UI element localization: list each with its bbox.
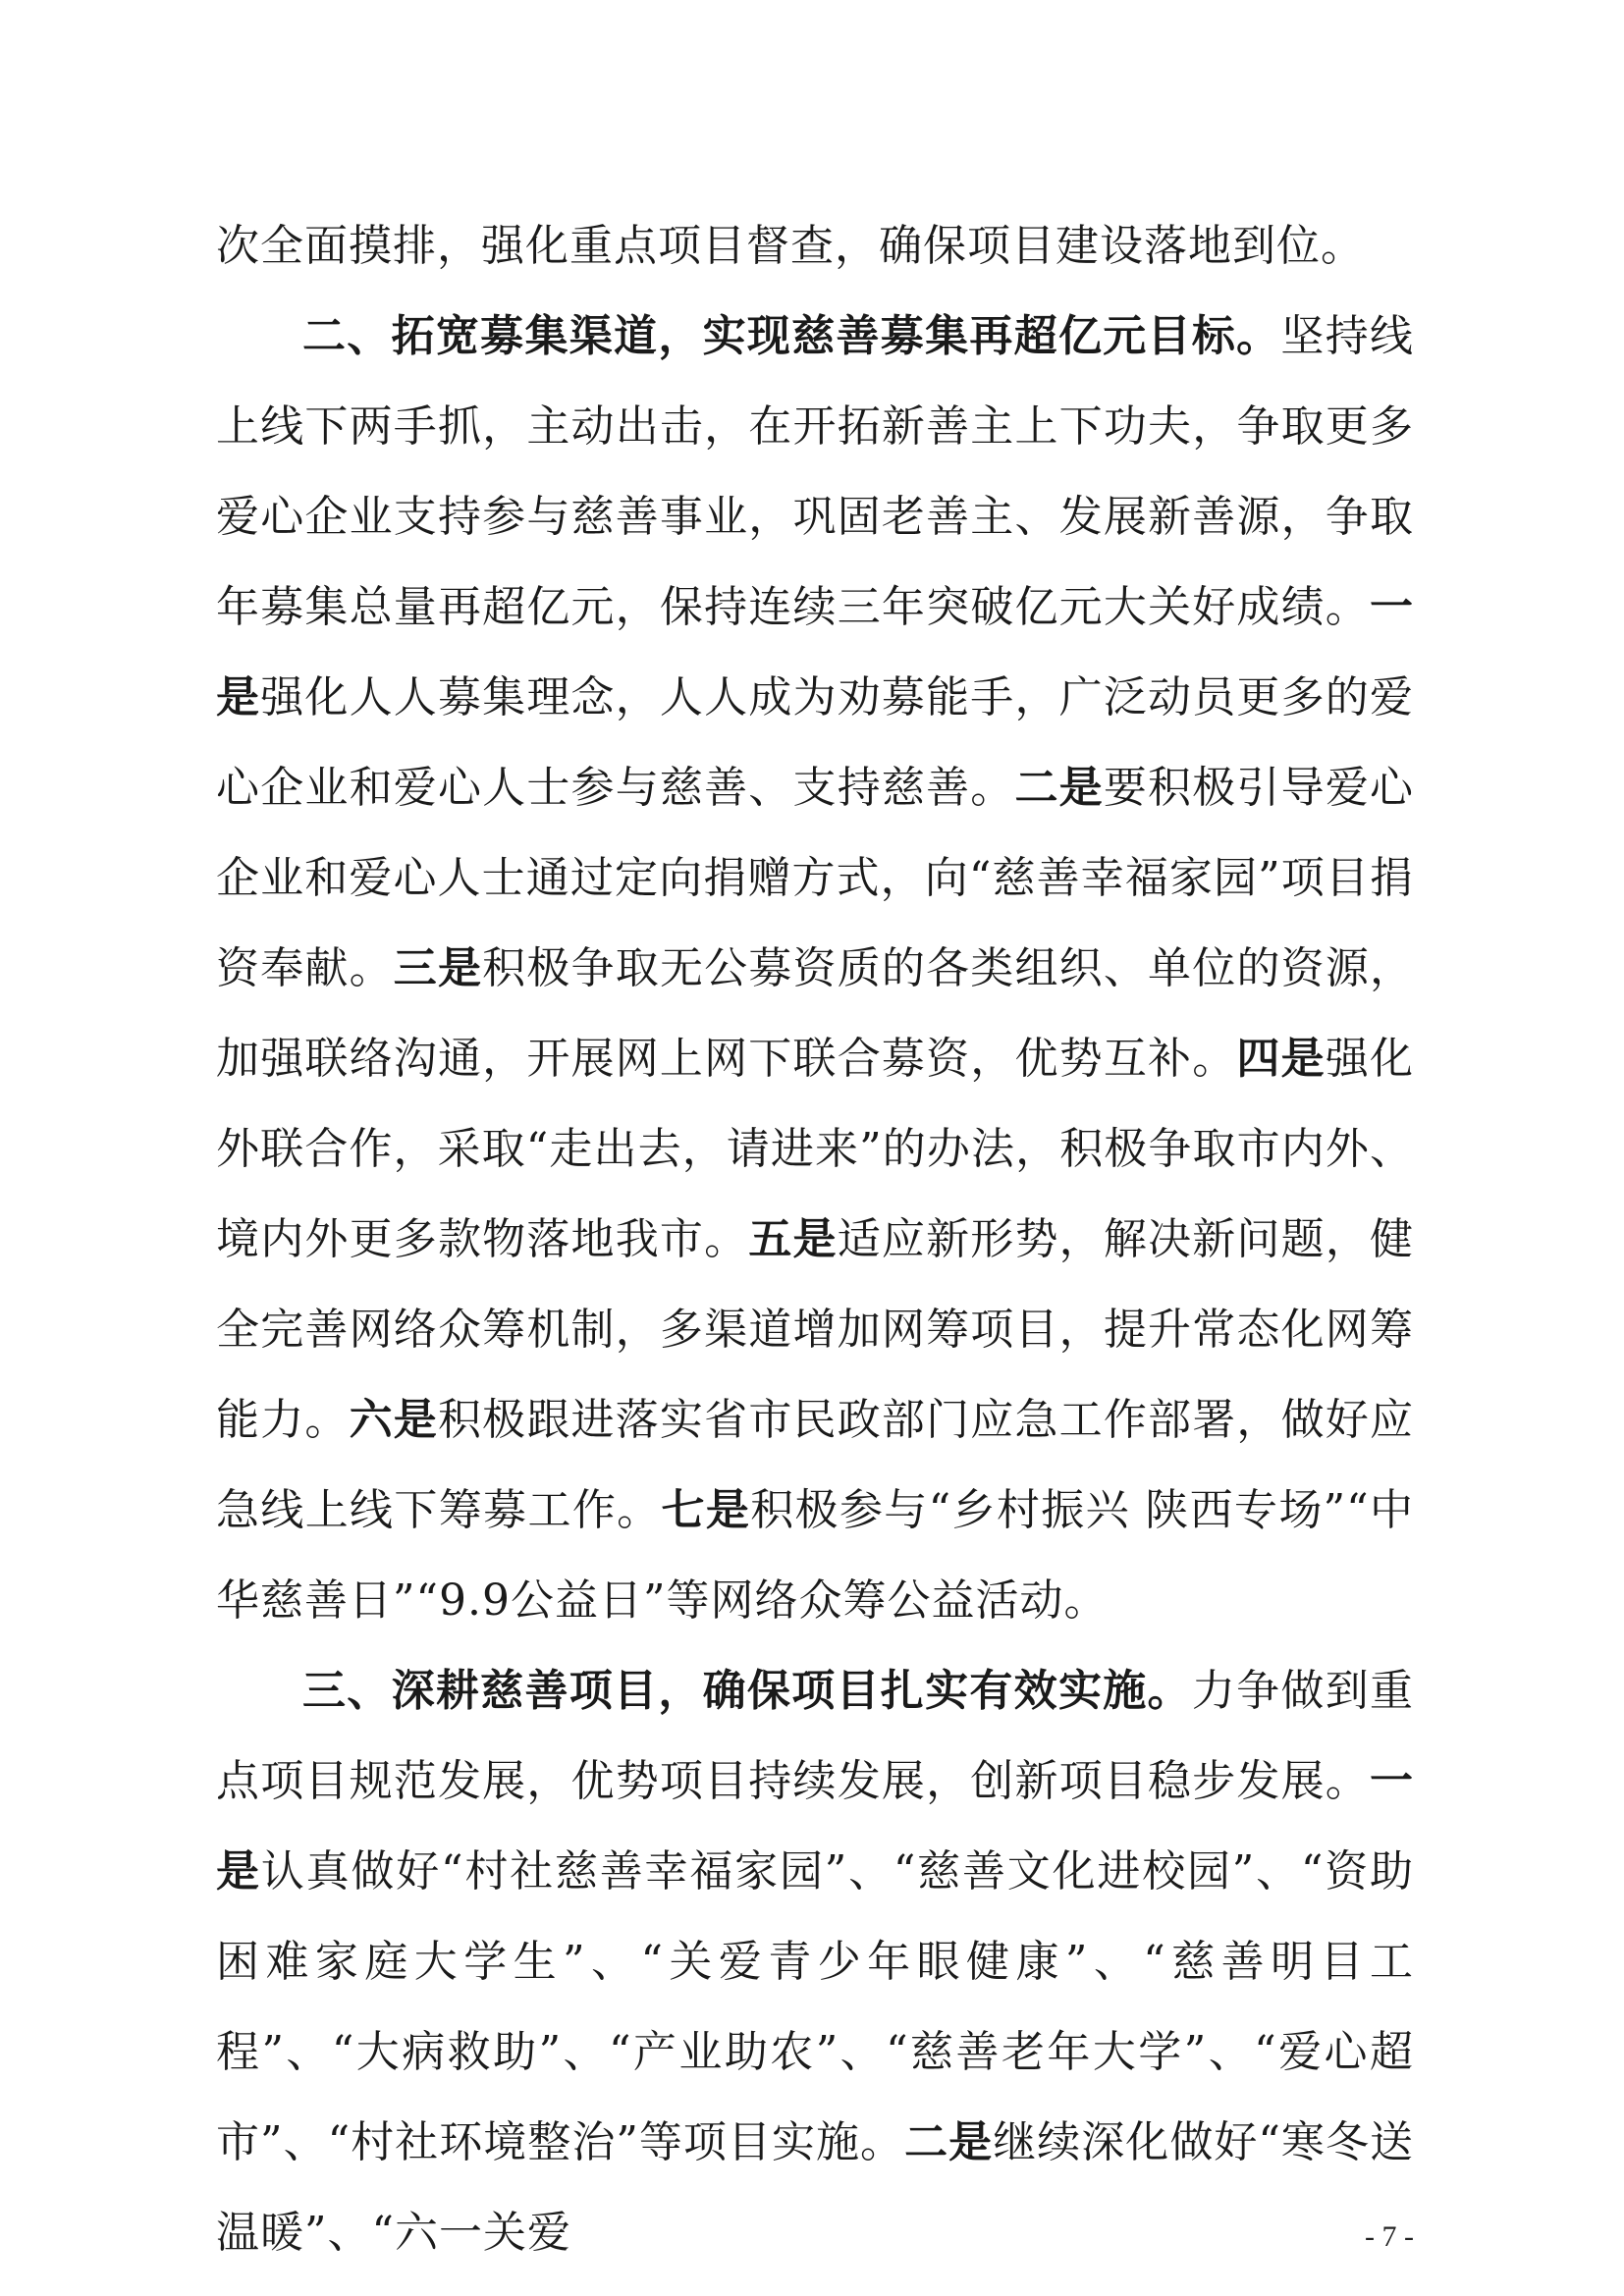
section-heading: 三、深耕慈善项目，确保项目扎实有效实施。	[302, 1666, 1192, 1716]
text-run: 要积极引导爱心企业和爱心人士通过定向捐赠方式，向“慈善幸福家园”项目捐资奉献。	[216, 763, 1415, 993]
ordinal-marker: 四是	[1236, 1034, 1326, 1084]
text-run: 继续深化做好“寒冬送温暖”、“六一关爱	[216, 2117, 1415, 2258]
page-number: - 7 -	[1365, 2220, 1414, 2253]
ordinal-marker: 七是	[661, 1485, 751, 1535]
document-body	[216, 201, 1414, 2278]
ordinal-marker: 一是	[216, 582, 1414, 722]
paragraph-section-two	[216, 292, 1414, 1646]
paragraph-continuation	[216, 201, 1414, 292]
text-run: 坚持线上线下两手抓，主动出击，在开拓新善主上下功夫，争取更多爱心企业支持参与慈善事业，巩固老善主、发展新善源，争取年募集总量再超亿元，保持连续三年突破亿元大关好成绩。	[216, 311, 1415, 632]
text-run: 认真做好“村社慈善幸福家园”、“慈善文化进校园”、“资助困难家庭大学生”、“关爱青少年眼健康”、“慈善明目工程”、“大病救助”、“产业助农”、“慈善老年大学”、“爱心超市”、“村社环境整治”等项目实施。	[216, 1846, 1415, 2167]
text-run: 适应新形势，解决新问题，健全完善网络众筹机制，多渠道增加网筹项目，提升常态化网筹能力。	[216, 1214, 1415, 1445]
section-heading: 二、拓宽募集渠道，实现慈善募集再超亿元目标。	[302, 311, 1281, 361]
text-run: 积极争取无公募资质的各类组织、单位的资源，加强联络沟通，开展网上网下联合募资，优势互补。	[216, 943, 1415, 1084]
ordinal-marker: 二是	[1014, 763, 1104, 813]
text-run: 积极参与“乡村振兴 陕西专场”“中华慈善日”“9.9公益日”等网络众筹公益活动。	[216, 1485, 1415, 1626]
ordinal-marker: 五是	[748, 1214, 838, 1264]
text-run: 强化外联合作，采取“走出去，请进来”的办法，积极争取市内外、境内外更多款物落地我市。	[216, 1034, 1415, 1264]
text-run: 强化人人募集理念，人人成为劝募能手，广泛动员更多的爱心企业和爱心人士参与慈善、支持慈善。	[216, 672, 1415, 813]
ordinal-marker: 一是	[216, 1756, 1414, 1896]
ordinal-marker: 六是	[349, 1395, 438, 1445]
ordinal-marker: 三是	[393, 943, 483, 993]
text-run: 力争做到重点项目规范发展，优势项目持续发展，创新项目稳步发展。	[216, 1666, 1415, 1806]
paragraph-section-three	[216, 1646, 1414, 2278]
ordinal-marker: 二是	[904, 2117, 994, 2167]
text-run: 次全面摸排，强化重点项目督查，确保项目建设落地到位。	[216, 221, 1365, 271]
text-run: 积极跟进落实省市民政部门应急工作部署，做好应急线上线下筹募工作。	[216, 1395, 1415, 1535]
